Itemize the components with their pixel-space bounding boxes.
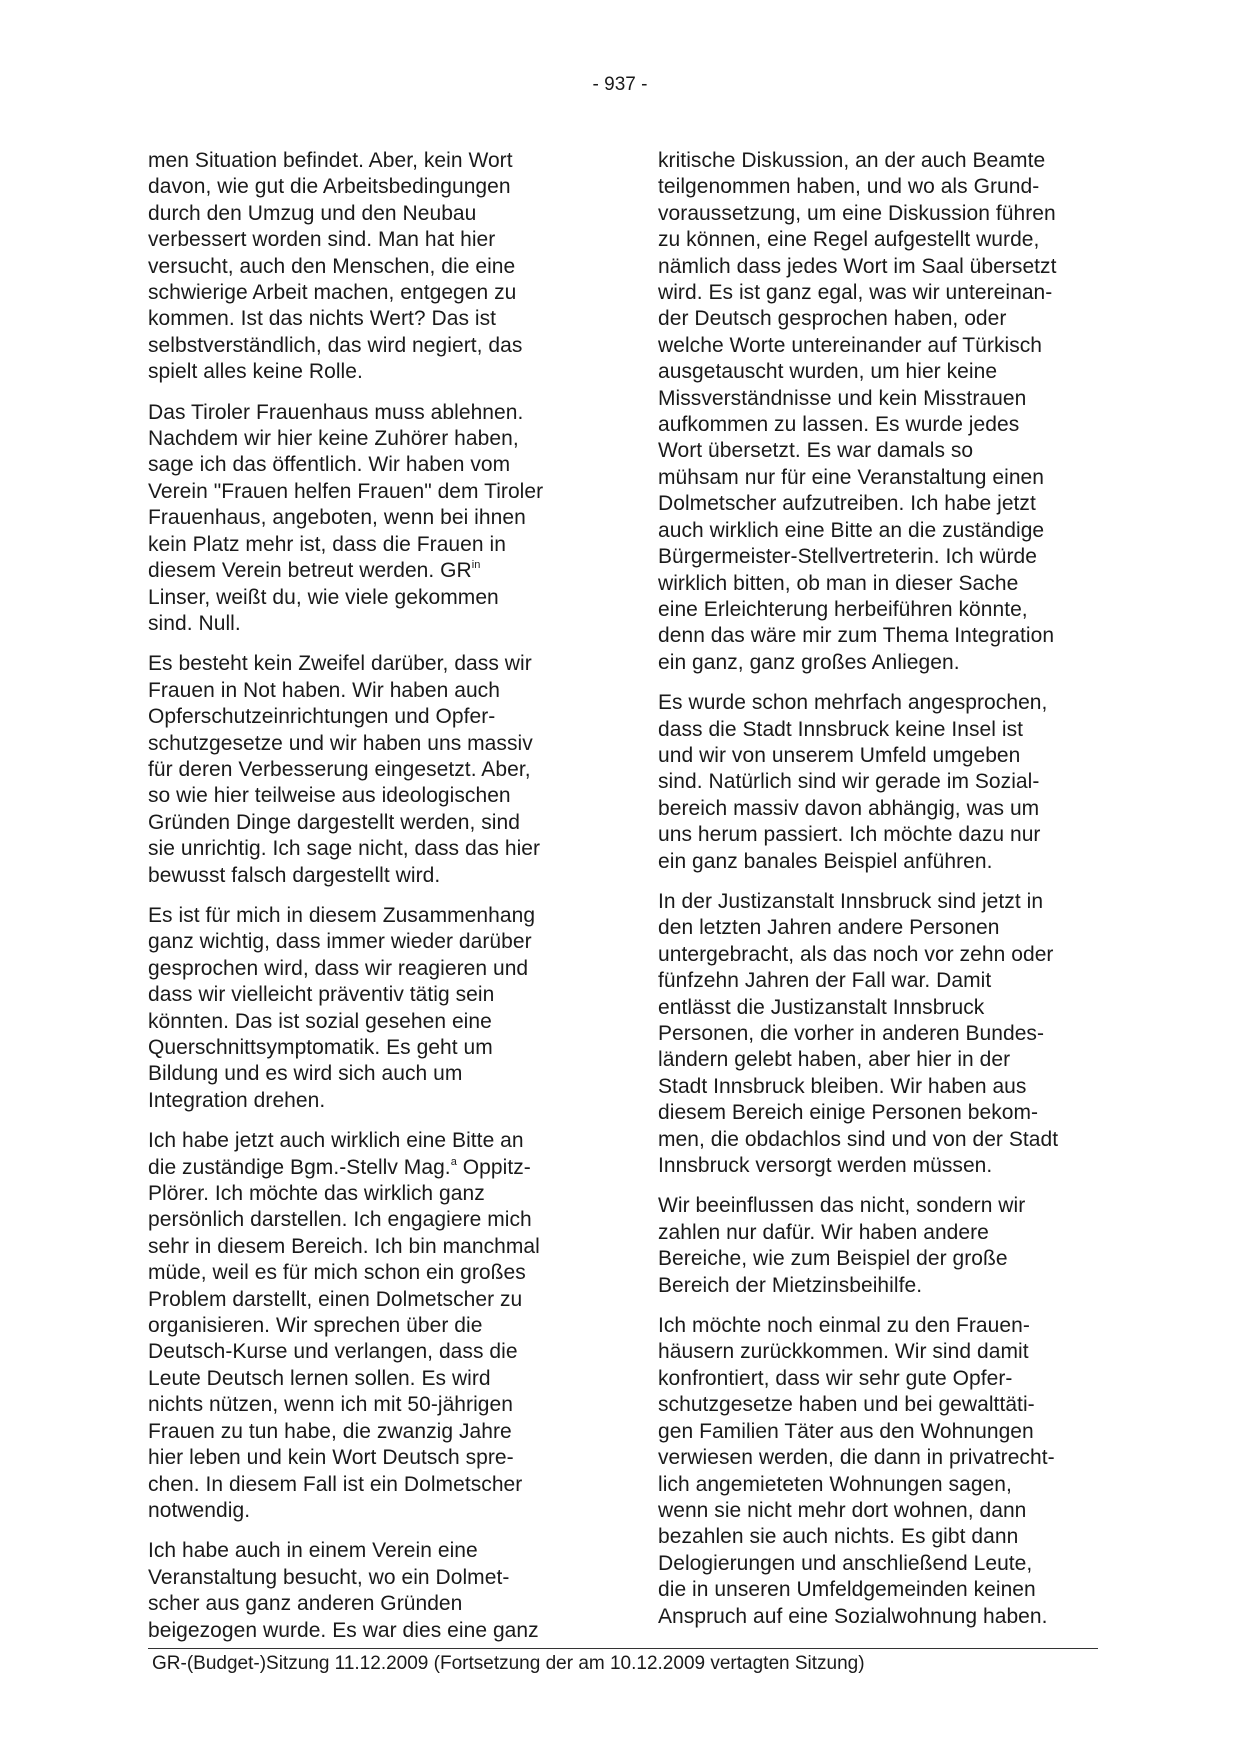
superscript: a <box>450 1155 457 1168</box>
text-line: und wir von unserem Umfeld umgeben <box>658 743 1021 767</box>
text-line: bezahlen sie auch nichts. Es gibt dann <box>658 1525 1019 1549</box>
text-line: könnten. Das ist sozial gesehen eine <box>148 1009 492 1033</box>
text-fragment: Oppitz- <box>456 1155 531 1179</box>
text-line: auch wirklich eine Bitte an die zuständige <box>658 518 1045 542</box>
text-line: In der Justizanstalt Innsbruck sind jetzt in <box>658 889 1044 913</box>
text-line: konfrontiert, dass wir sehr gute Opfer- <box>658 1366 1013 1390</box>
text-line: hier leben und kein Wort Deutsch spre- <box>148 1446 514 1470</box>
text-line <box>148 1155 588 1181</box>
page-footer: GR-(Budget-)Sitzung 11.12.2009 (Fortsetzung der am 10.12.2009 vertagten Sitzung) <box>152 1653 865 1674</box>
text-line: lich angemieteten Wohnungen sagen, <box>658 1472 1012 1496</box>
text-line: davon, wie gut die Arbeitsbedingungen <box>148 175 511 199</box>
paragraph <box>658 690 1098 875</box>
text-line: Stadt Innsbruck bleiben. Wir haben aus <box>658 1074 1027 1098</box>
text-line: nichts nützen, wenn ich mit 50-jährigen <box>148 1393 513 1417</box>
text-line: schwierige Arbeit machen, entgegen zu <box>148 281 517 305</box>
text-line: schutzgesetze und wir haben uns massiv <box>148 731 533 755</box>
text-line: selbstverständlich, das wird negiert, das <box>148 333 523 357</box>
text-line: Querschnittsymptomatik. Es geht um <box>148 1036 493 1059</box>
text-line: verbessert worden sind. Man hat hier <box>148 228 496 252</box>
paragraph <box>658 148 1098 676</box>
page-number: - 937 - <box>592 74 648 95</box>
text-line: kein Platz mehr ist, dass die Frauen in <box>148 532 506 556</box>
text-line: chen. In diesem Fall ist ein Dolmetscher <box>148 1472 523 1496</box>
text-line: Es besteht kein Zweifel darüber, dass wir <box>148 652 532 676</box>
text-line: durch den Umzug und den Neubau <box>148 201 477 225</box>
text-line: sie unrichtig. Ich sage nicht, dass das hier <box>148 837 541 861</box>
text-line: Frauenhaus, angeboten, wenn bei ihnen <box>148 506 526 530</box>
text-line: Ich habe jetzt auch wirklich eine Bitte an <box>148 1129 524 1153</box>
text-line: Es ist für mich in diesem Zusammenhang <box>148 903 536 927</box>
text-line: denn das wäre mir zum Thema Integration <box>658 624 1055 648</box>
paragraph <box>658 1193 1098 1299</box>
text-line: scher aus ganz anderen Gründen <box>148 1592 463 1616</box>
text-line: müde, weil es für mich schon ein großes <box>148 1261 526 1285</box>
text-line: untergebracht, als das noch vor zehn oder <box>658 942 1054 966</box>
text-line: Gründen Dinge dargestellt werden, sind <box>148 810 520 834</box>
text-line: Verein "Frauen helfen Frauen" dem Tiroler <box>148 479 544 503</box>
text-line: Leute Deutsch lernen sollen. Es wird <box>148 1366 491 1390</box>
text-line: sehr in diesem Bereich. Ich bin manchmal <box>148 1234 540 1258</box>
text-line: die in unseren Umfeldgemeinden keinen <box>658 1578 1036 1602</box>
text-line: ausgetauscht wurden, um hier keine <box>658 360 998 384</box>
text-line: wenn sie nicht mehr dort wohnen, dann <box>658 1498 1027 1522</box>
paragraph <box>148 400 588 638</box>
right-column <box>658 148 1098 1644</box>
text-line: Wir beeinflussen das nicht, sondern wir <box>658 1194 1026 1218</box>
text-line: Dolmetscher aufzutreiben. Ich habe jetzt <box>658 492 1036 516</box>
text-line: zahlen nur dafür. Wir haben andere <box>658 1220 989 1244</box>
text-line: Integration drehen. <box>148 1088 326 1112</box>
text-line: wirklich bitten, ob man in dieser Sache <box>658 571 1019 595</box>
text-line: Ich möchte noch einmal zu den Frauen- <box>658 1314 1030 1338</box>
superscript: in <box>471 559 481 572</box>
paragraph <box>658 1313 1098 1630</box>
text-line: Ich habe auch in einem Verein eine <box>148 1539 478 1563</box>
footer-divider <box>148 1648 1098 1649</box>
text-line: sage ich das öffentlich. Wir haben vom <box>148 453 511 477</box>
text-line: ein ganz banales Beispiel anführen. <box>658 849 993 873</box>
text-line: verwiesen werden, die dann in privatrecht- <box>658 1446 1055 1470</box>
text-line: ländern gelebt haben, aber hier in der <box>658 1048 1011 1072</box>
text-line: Bildung und es wird sich auch um <box>148 1062 463 1086</box>
text-fragment: die zuständige Bgm.-Stellv Mag. <box>148 1155 451 1179</box>
text-line: diesem Bereich einige Personen bekom- <box>658 1101 1039 1125</box>
text-line: schutzgesetze haben und bei gewalttäti- <box>658 1393 1035 1417</box>
left-column <box>148 148 588 1658</box>
text-line: bereich massiv davon abhängig, was um <box>658 796 1040 820</box>
text-line: men Situation befindet. Aber, kein Wort <box>148 149 513 172</box>
paragraph <box>148 1538 588 1644</box>
text-line: sind. Null. <box>148 611 241 635</box>
text-line: Personen, die vorher in anderen Bundes- <box>658 1022 1045 1045</box>
text-line: Bereich der Mietzinsbeihilfe. <box>658 1273 923 1297</box>
text-line: fünfzehn Jahren der Fall war. Damit <box>658 969 992 993</box>
text-line: Nachdem wir hier keine Zuhörer haben, <box>148 427 519 451</box>
text-line: dass die Stadt Innsbruck keine Insel ist <box>658 717 1024 741</box>
text-line: Frauen zu tun habe, die zwanzig Jahre <box>148 1419 512 1443</box>
text-line: der Deutsch gesprochen haben, oder <box>658 307 1007 331</box>
text-line: so wie hier teilweise aus ideologischen <box>148 784 511 808</box>
text-line: kommen. Ist das nichts Wert? Das ist <box>148 307 497 331</box>
text-line: versucht, auch den Menschen, die eine <box>148 254 516 278</box>
text-line: für deren Verbesserung eingesetzt. Aber, <box>148 757 531 781</box>
paragraph <box>148 651 588 889</box>
text-line: beigezogen wurde. Es war dies eine ganz <box>148 1618 539 1642</box>
text-line: men, die obdachlos sind und von der Stadt <box>658 1127 1059 1151</box>
paragraph <box>148 903 588 1114</box>
text-line: Wort übersetzt. Es war damals so <box>658 439 974 463</box>
text-line: voraussetzung, um eine Diskussion führen <box>658 201 1056 225</box>
text-line: zu können, eine Regel aufgestellt wurde, <box>658 228 1040 252</box>
text-line: Delogierungen und anschließend Leute, <box>658 1551 1033 1575</box>
paragraph <box>658 889 1098 1179</box>
text-line: persönlich darstellen. Ich engagiere mich <box>148 1208 532 1232</box>
text-line: gesprochen wird, dass wir reagieren und <box>148 956 529 980</box>
text-fragment: diesem Verein betreut werden. GR <box>148 559 472 583</box>
text-line: Innsbruck versorgt werden müssen. <box>658 1154 993 1178</box>
text-line: den letzten Jahren andere Personen <box>658 916 1000 940</box>
text-line: welche Worte untereinander auf Türkisch <box>658 333 1043 357</box>
text-line: entlässt die Justizanstalt Innsbruck <box>658 995 985 1019</box>
text-line: organisieren. Wir sprechen über die <box>148 1314 483 1338</box>
text-line: Problem darstellt, einen Dolmetscher zu <box>148 1287 523 1311</box>
text-line: mühsam nur für eine Veranstaltung einen <box>658 465 1045 489</box>
text-line: Es wurde schon mehrfach angesprochen, <box>658 691 1048 715</box>
text-line: Linser, weißt du, wie viele gekommen <box>148 585 499 609</box>
text-line: Missverständnisse und kein Misstrauen <box>658 386 1027 410</box>
text-line: Deutsch-Kurse und verlangen, dass die <box>148 1340 518 1364</box>
text-line <box>148 558 588 584</box>
text-line: eine Erleichterung herbeiführen könnte, <box>658 597 1028 621</box>
text-line: spielt alles keine Rolle. <box>148 360 363 384</box>
text-line: ein ganz, ganz großes Anliegen. <box>658 650 960 674</box>
text-line: Opferschutzeinrichtungen und Opfer- <box>148 705 496 729</box>
text-line: sind. Natürlich sind wir gerade im Sozial- <box>658 770 1040 794</box>
text-line: dass wir vielleicht präventiv tätig sein <box>148 983 495 1007</box>
text-line: aufkommen zu lassen. Es wurde jedes <box>658 413 1020 437</box>
text-line: nämlich dass jedes Wort im Saal übersetzt <box>658 254 1057 278</box>
text-line: Veranstaltung besucht, wo ein Dolmet- <box>148 1565 510 1589</box>
text-line: uns herum passiert. Ich möchte dazu nur <box>658 823 1041 847</box>
text-line: wird. Es ist ganz egal, was wir untereinan- <box>658 281 1053 305</box>
text-line: ganz wichtig, dass immer wieder darüber <box>148 930 532 954</box>
paragraph <box>148 1128 588 1524</box>
text-line: Frauen in Not haben. Wir haben auch <box>148 678 500 702</box>
text-line: kritische Diskussion, an der auch Beamte <box>658 149 1046 172</box>
text-line: Bürgermeister-Stellvertreterin. Ich würde <box>658 545 1038 569</box>
text-line: Anspruch auf eine Sozialwohnung haben. <box>658 1604 1048 1628</box>
text-line: notwendig. <box>148 1498 251 1522</box>
text-line: Bereiche, wie zum Beispiel der große <box>658 1247 1008 1271</box>
paragraph <box>148 148 588 386</box>
text-line: teilgenommen haben, und wo als Grund- <box>658 175 1040 199</box>
text-line: Plörer. Ich möchte das wirklich ganz <box>148 1182 485 1206</box>
text-line: gen Familien Täter aus den Wohnungen <box>658 1419 1034 1443</box>
text-line: häusern zurückkommen. Wir sind damit <box>658 1340 1029 1364</box>
text-line: bewusst falsch dargestellt wird. <box>148 863 441 887</box>
text-line: Das Tiroler Frauenhaus muss ablehnen. <box>148 400 524 424</box>
